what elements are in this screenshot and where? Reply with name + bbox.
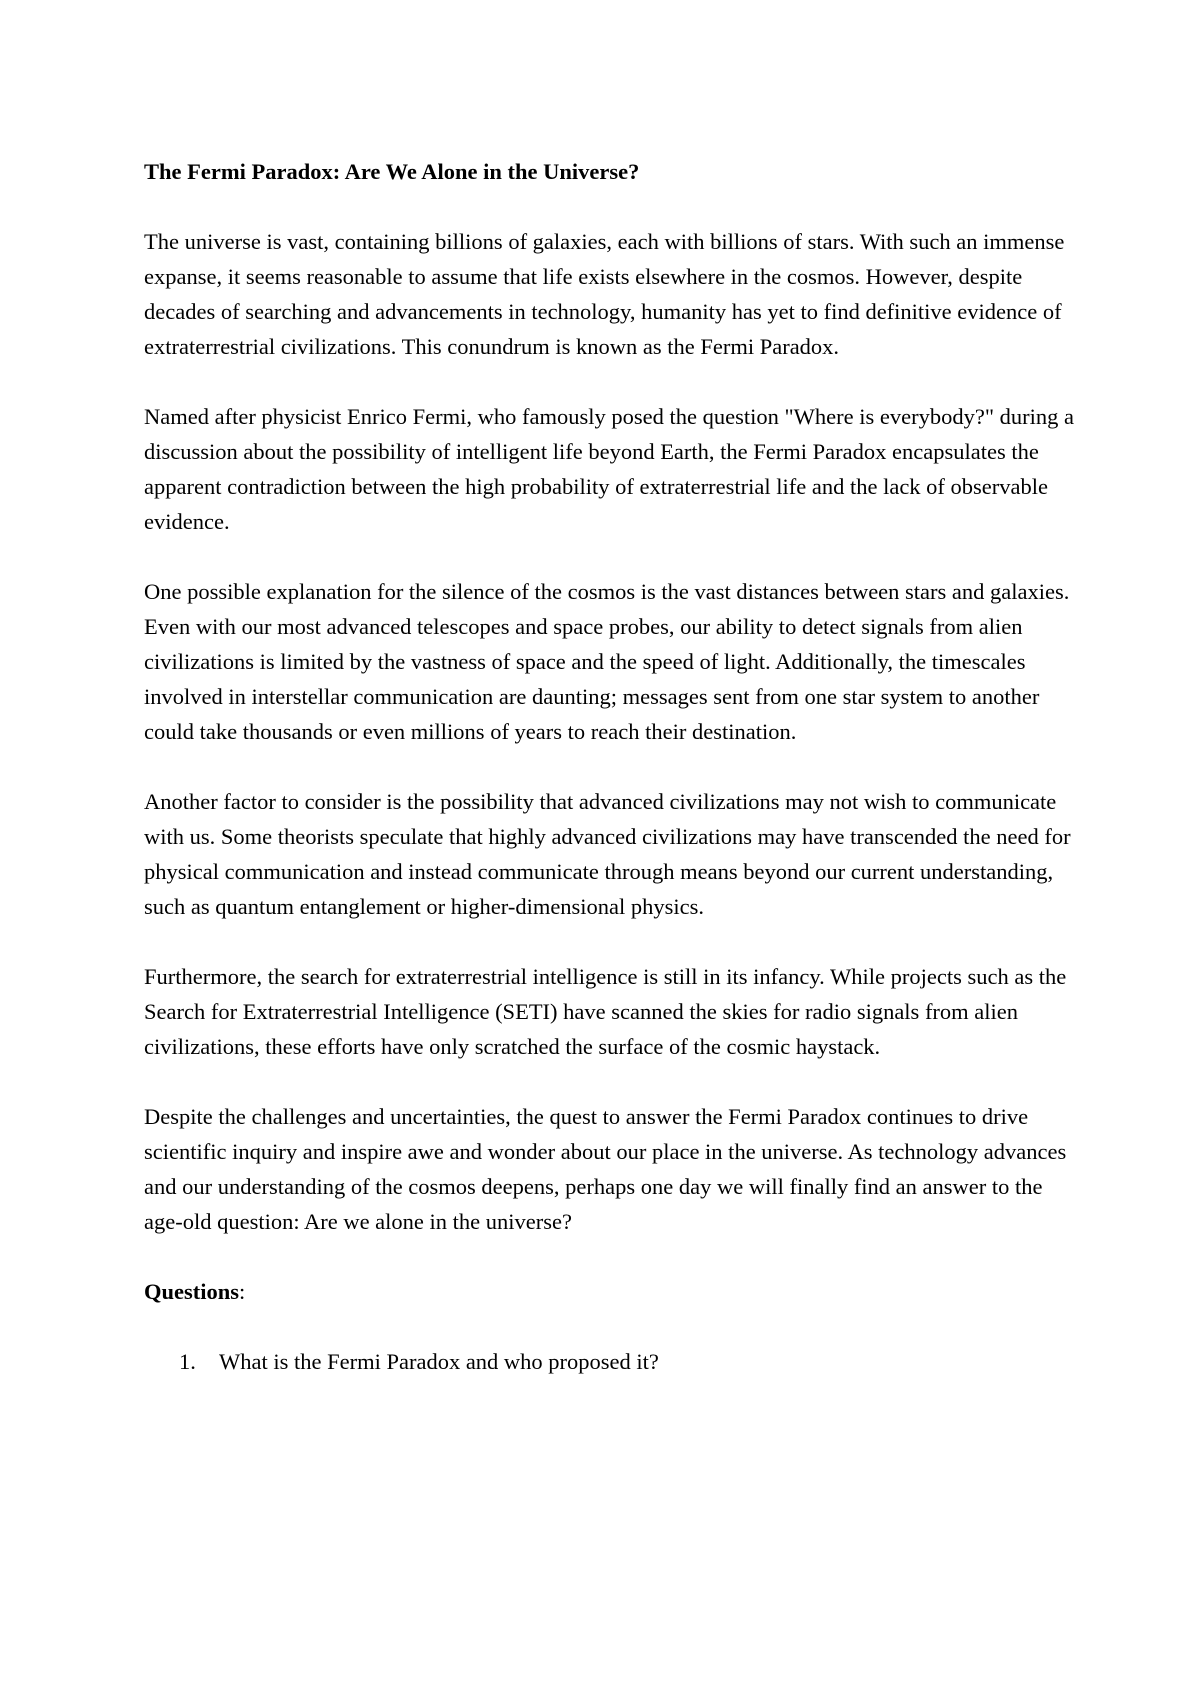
paragraph-1: The universe is vast, containing billions of galaxies, each with billions of stars. With such an immense expanse, it seems reasonable to assume that life exists elsewhere in the cosmos. However, despite decades of searching and advancements in technology, humanity has yet to find definitive evidence of extraterrestrial civilizations. This conundrum is known as the Fermi Paradox. bbox=[144, 229, 1065, 359]
questions-list bbox=[144, 1344, 1084, 1379]
document-page bbox=[144, 154, 1084, 1379]
paragraph-6: Despite the challenges and uncertainties, the quest to answer the Fermi Paradox continues to drive scientific inquiry and inspire awe and wonder about our place in the universe. As technology advances and our understanding of the cosmos deepens, perhaps one day we will finally find an answer to the age-old question: Are we alone in the universe? bbox=[144, 1104, 1067, 1234]
paragraph-5: Furthermore, the search for extraterrestrial intelligence is still in its infancy. While projects such as the Search for Extraterrestrial Intelligence (SETI) have scanned the skies for radio signals from alien civilizations, these efforts have only scratched the surface of the cosmic haystack. bbox=[144, 964, 1067, 1059]
questions-heading-label: Questions bbox=[144, 1279, 240, 1304]
question-text: What is the Fermi Paradox and who proposed it? bbox=[219, 1349, 659, 1374]
question-number: 1. bbox=[179, 1349, 196, 1374]
questions-heading bbox=[144, 1274, 1084, 1309]
paragraph-3: One possible explanation for the silence of the cosmos is the vast distances between stars and galaxies. Even with our most advanced telescopes and space probes, our ability to detect signals from alien civilizations is limited by the vastness of space and the speed of light. Additionally, the timescales involved in interstellar communication are daunting; messages sent from one star system to another could take thousands or even millions of years to reach their destination. bbox=[144, 579, 1070, 744]
questions-heading-colon: : bbox=[239, 1279, 246, 1304]
paragraph-2: Named after physicist Enrico Fermi, who famously posed the question "Where is everybody?" during a discussion about the possibility of intelligent life beyond Earth, the Fermi Paradox encapsulates the apparent contradiction between the high probability of extraterrestrial life and the lack of observable evidence. bbox=[144, 404, 1075, 534]
question-item bbox=[144, 1344, 1084, 1379]
paragraph-4: Another factor to consider is the possibility that advanced civilizations may not wish to communicate with us. Some theorists speculate that highly advanced civilizations may have transcended the need for physical communication and instead communicate through means beyond our current understanding, such as quantum entanglement or higher-dimensional physics. bbox=[144, 789, 1071, 919]
document-title: The Fermi Paradox: Are We Alone in the Universe? bbox=[144, 159, 640, 184]
